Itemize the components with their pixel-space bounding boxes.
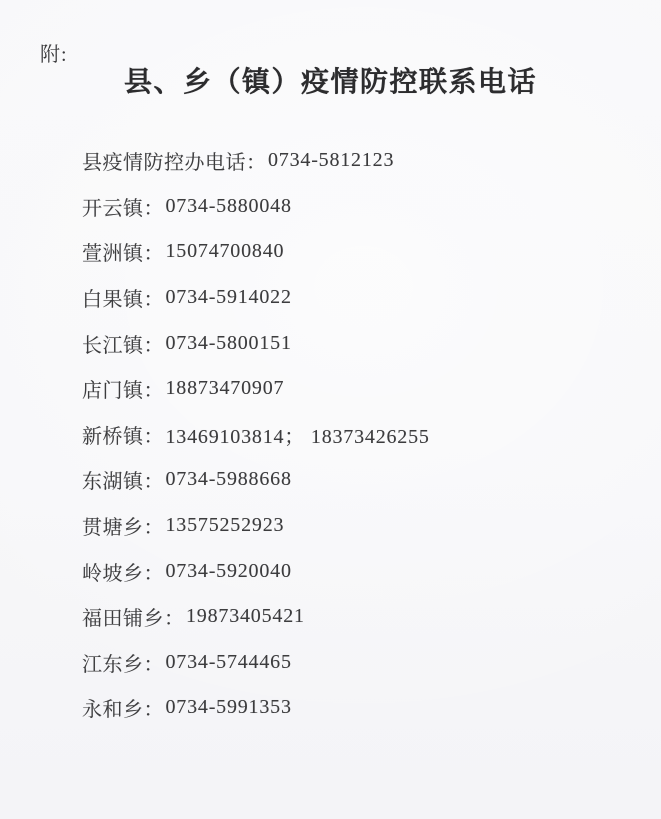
- contact-row: [82, 412, 641, 458]
- document-title: 县、乡（镇）疫情防控联系电话: [123, 67, 537, 98]
- contact-label: 店门镇: [82, 380, 144, 403]
- contact-phone: 0734-5991353: [165, 696, 292, 719]
- contact-label: 福田铺乡: [82, 608, 164, 631]
- contact-label: 萱洲镇: [82, 243, 144, 266]
- contact-phone: 0734-5880048: [165, 194, 292, 217]
- contact-label: 开云镇: [82, 197, 144, 220]
- contact-row: [82, 184, 641, 230]
- contact-label: 江东乡: [82, 653, 144, 676]
- contact-phone: 19873405421: [186, 605, 305, 628]
- contact-label: 岭坡乡: [82, 562, 144, 585]
- contact-phone: 15074700840: [165, 240, 285, 263]
- contact-phone: 18873470907: [165, 377, 285, 400]
- colon-separator: ：: [143, 471, 164, 494]
- contact-label: 县疫情防控办电话: [82, 152, 246, 175]
- contact-phone: 0734-5920040: [165, 559, 292, 582]
- contact-phone: 13575252923: [165, 514, 285, 537]
- colon-separator: ：: [143, 380, 164, 403]
- colon-separator: ：: [143, 517, 164, 540]
- colon-separator: ：: [143, 197, 164, 220]
- colon-separator: ：: [143, 243, 164, 266]
- colon-separator: ：: [143, 562, 164, 585]
- contact-phone: 0734-5800151: [165, 331, 292, 354]
- contact-row: [82, 640, 641, 686]
- contact-row: [82, 275, 641, 321]
- colon-separator: ：: [164, 608, 184, 631]
- contact-row: [82, 138, 641, 184]
- contact-row: [82, 685, 641, 731]
- attachment-label: 附:: [40, 44, 68, 66]
- contact-phone: 0734-5914022: [165, 286, 292, 309]
- contact-row: [82, 229, 641, 275]
- contact-row: [82, 457, 641, 503]
- contact-list: [82, 138, 641, 731]
- colon-separator: ：: [143, 699, 164, 722]
- contact-row: [82, 366, 641, 412]
- contact-row: [82, 503, 641, 549]
- contact-label: 永和乡: [82, 699, 144, 722]
- contact-row: [82, 548, 641, 594]
- colon-separator: ：: [143, 653, 164, 676]
- contact-label: 白果镇: [82, 289, 144, 312]
- colon-separator: ：: [246, 152, 266, 175]
- contact-phone: 0734-5988668: [165, 468, 292, 491]
- colon-separator: ：: [143, 334, 164, 357]
- contact-label: 东湖镇: [82, 471, 144, 494]
- contact-phone: 13469103814； 18373426255: [165, 425, 430, 448]
- colon-separator: ：: [143, 289, 164, 312]
- contact-label: 新桥镇: [82, 425, 144, 448]
- colon-separator: ：: [143, 425, 164, 448]
- contact-row: [82, 594, 641, 640]
- contact-row: [82, 320, 641, 366]
- contact-label: 贯塘乡: [82, 517, 144, 540]
- contact-label: 长江镇: [82, 334, 144, 357]
- contact-phone: 0734-5744465: [165, 650, 292, 673]
- contact-phone: 0734-5812123: [268, 149, 395, 172]
